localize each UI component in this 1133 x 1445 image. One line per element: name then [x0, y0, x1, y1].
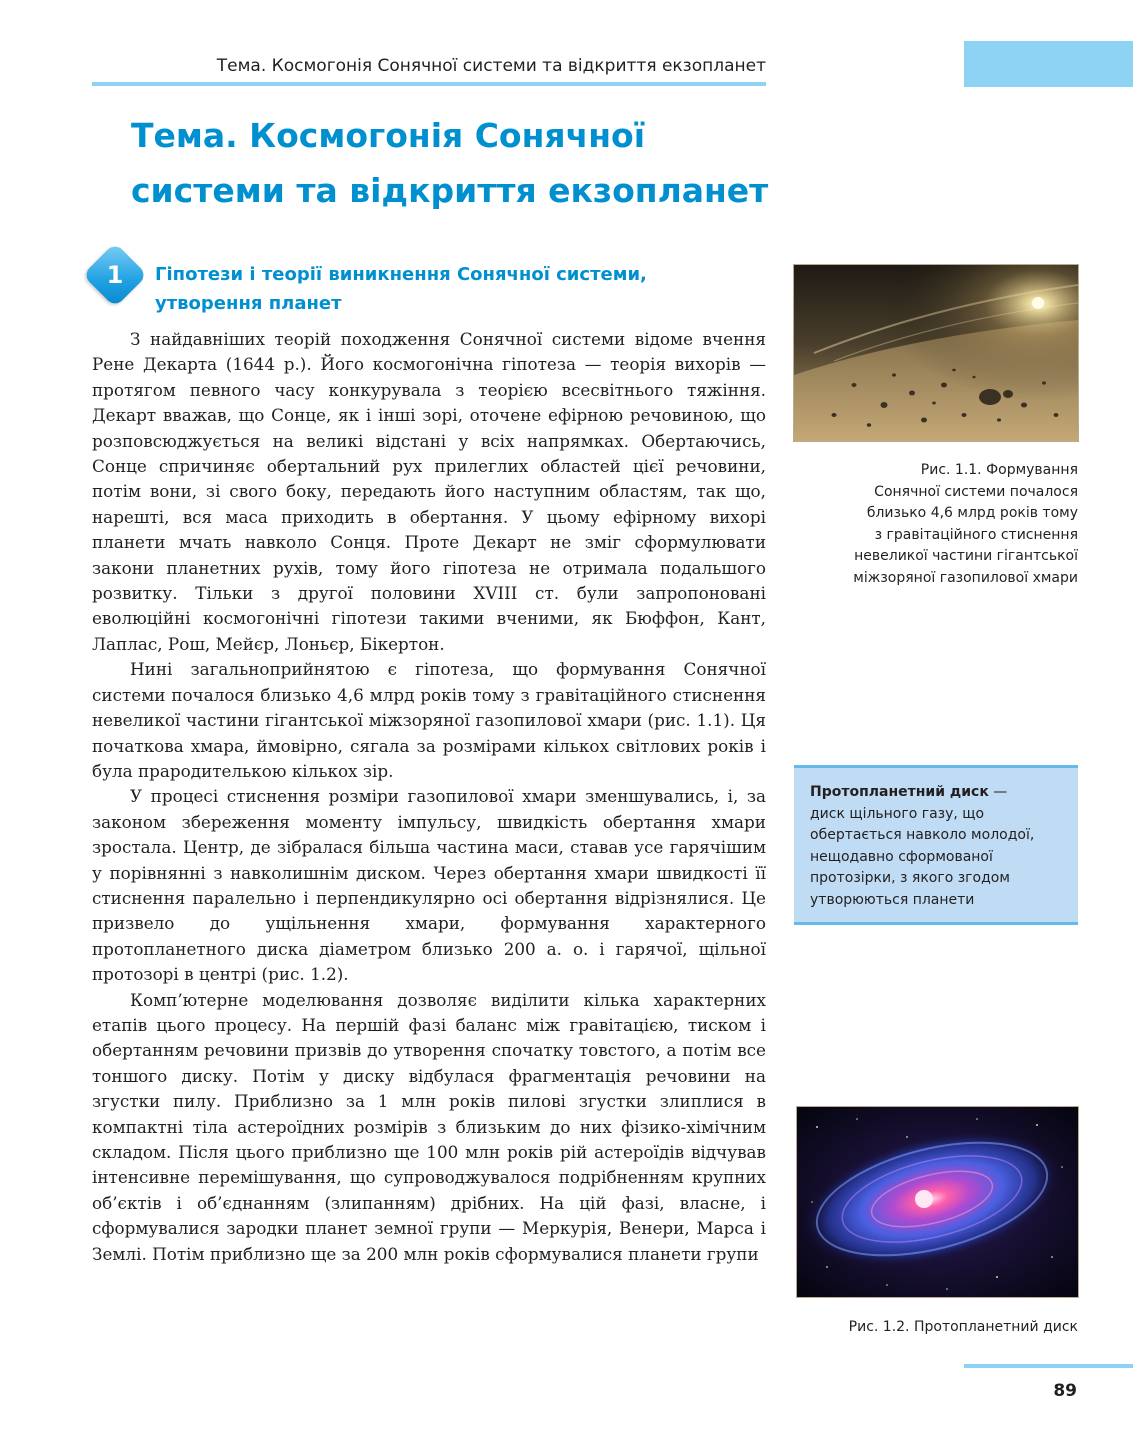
figure-1-caption [793, 460, 1078, 589]
protoplanetary-disk-illustration [797, 1107, 1078, 1297]
footer-rule [964, 1364, 1133, 1368]
solar-system-illustration [794, 265, 1078, 441]
header-corner-tab [964, 41, 1133, 87]
definition-first-line [810, 782, 1064, 804]
section-title-line: Гіпотези і теорії виникнення Сонячної системи, [155, 264, 647, 285]
paragraph: З найдавніших теорій походження Сонячної системи відоме вчення Рене Декарта (1644 р.). Його космогонічна гіпотеза — теорія вихорів — протягом певного часу конкурувала з теорією всесвітнього тяжіння. Декарт вважав, що Сонце, як і інші зорі, оточене ефірною речовиною, що розповсюджується на великі відстані у всіх напрямках. Обертаючись, Сонце спричиняє обертальний рух прилеглих областей цієї речовини, потім вони, зі свого боку, передають його наступним областям, так що, нарешті, вся маса приходить в обертання. У цьому ефірному вихорі планети мчать навколо Сонця. Проте Декарт не зміг сформулювати закони планетних рухів, тому його гіпотеза не отримала подальшого розвитку. Тільки з другої половини XVIII ст. були запропоновані еволюційні космогонічні гіпотези такими вченими, як Бюффон, Кант, Лаплас, Рош, Мейєр, Лоньєр, Бікертон. [92, 329, 766, 654]
definition-line: протозірки, з якого згодом [810, 870, 1010, 886]
page-title-line: системи та відкриття екзопланет [131, 171, 769, 210]
caption-line: невеликої частини гігантської [854, 548, 1078, 564]
page-number: 89 [1053, 1381, 1077, 1401]
figure-2-caption: Рис. 1.2. Протопланетний диск [848, 1319, 1078, 1335]
definition-box [794, 765, 1078, 925]
definition-line: диск щільного газу, що [810, 805, 985, 822]
figure-protoplanetary-disk [796, 1106, 1079, 1298]
running-header: Тема. Космогонія Сонячної системи та відкриття екзопланет [216, 56, 766, 76]
header-rule [92, 82, 766, 86]
definition-line: утворюються планети [810, 891, 975, 908]
figure-solar-system-formation [793, 264, 1079, 442]
section-title [155, 260, 755, 318]
caption-line: Рис. 1.1. Формування [920, 462, 1078, 478]
definition-dash: — [993, 784, 1008, 800]
caption-line: міжзоряної газопилової хмари [853, 569, 1078, 586]
main-text [92, 327, 766, 1267]
definition-line: нещодавно сформованої [810, 848, 993, 865]
paragraph: Нині загальноприйнятою є гіпотеза, що формування Сонячної системи почалося близько 4,6 млрд років тому з гравітаційного стиснення невеликої частини гігантської міжзоряної газопилової хмари (рис. 1.1). Ця початкова хмара, ймовірно, сягала за розмірами кількох світлових років і була прародителькою кількох зір. [92, 659, 766, 781]
section-title-line: утворення планет [155, 293, 342, 314]
page-title-line: Тема. Космогонія Сонячної [131, 116, 646, 155]
page-title [131, 108, 831, 218]
caption-line: з гравітаційного стиснення [874, 526, 1078, 543]
section-number: 1 [106, 261, 124, 289]
paragraph: У процесі стиснення розміри газопилової хмари зменшувались, і, за законом збереження моменту імпульсу, швидкість обертання хмари зростала. Центр, де зібралася більша частина маси, ставав усе гарячішим у порівнянні з навколишнім диском. Через обертання хмари швидкості її стиснення паралельно і перпендикулярно осі обертання відрізнялися. Це призвело до ущільнення хмари, формування характерного протопланетного диска діаметром близько 200 а. о. і гарячої, щільної протозорі в центрі (рис. 1.2). [92, 786, 766, 985]
definition-term: Протопланетний диск [810, 784, 989, 800]
caption-line: Сонячної системи почалося [874, 483, 1078, 500]
caption-line: близько 4,6 млрд років тому [866, 505, 1078, 521]
definition-line: обертається навколо молодої, [810, 827, 1035, 843]
paragraph: Комп’ютерне моделювання дозволяє виділити кілька характерних етапів цього процесу. На першій фазі баланс між гравітацією, тиском і обертанням речовини призвів до утворення спочатку товстого, а потім все тоншого диску. Потім у диску відбулася фрагментація речовини на згустки пилу. Приблизно за 1 млн років пилові згустки злиплися в компактні тіла астероїдних розмірів з близьким до них фізико-хімічним складом. Після цього приблизно ще 100 млн років рій астероїдів відчував інтенсивне перемішування, що супроводжувалося подрібненням крупних об’єктів і об’єднанням (злипанням) дрібних. На цій фазі, власне, і сформувалися зародки планет земної групи — Меркурія, Венери, Марса і Землі. Потім приблизно ще за 200 млн років сформувалися планети групи [92, 989, 766, 1264]
